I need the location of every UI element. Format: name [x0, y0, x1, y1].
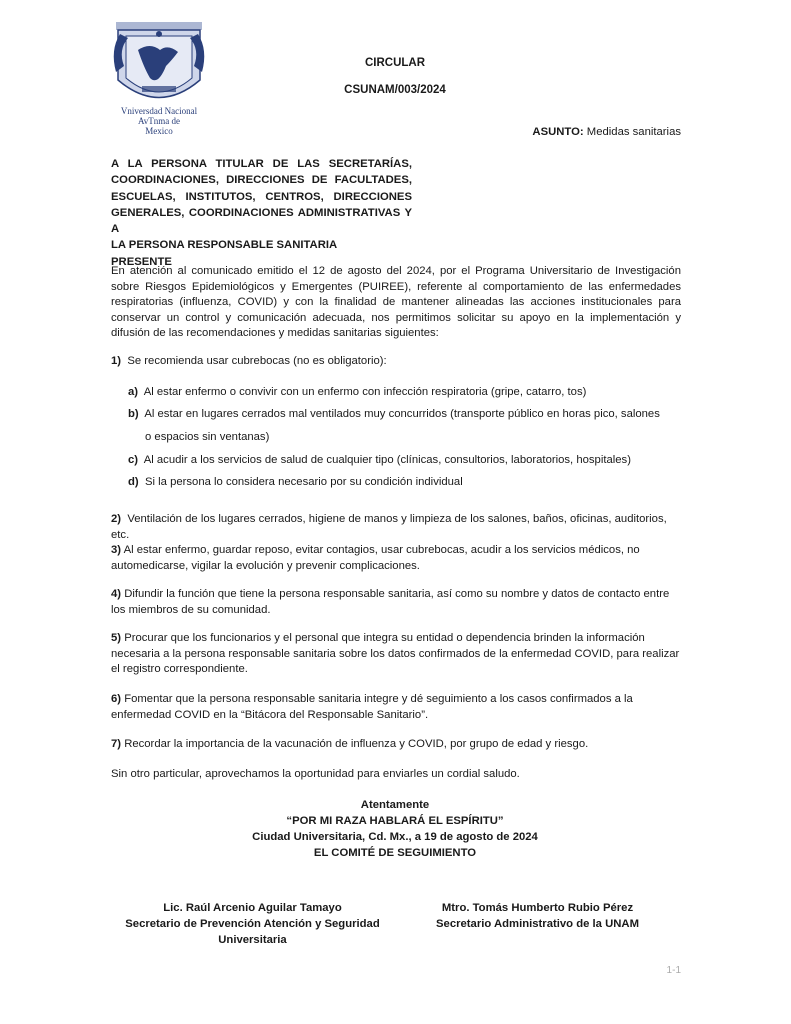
item-number: 5)	[111, 632, 122, 644]
signatory-title: Secretario Administrativo de la UNAM	[436, 918, 639, 930]
sub-item	[128, 475, 688, 491]
item-text: Se recomienda usar cubrebocas (no es obligatorio):	[127, 355, 387, 367]
list-item	[111, 543, 681, 574]
closing-motto: “POR MI RAZA HABLARÁ EL ESPÍRITU”	[286, 815, 504, 827]
closing-block	[180, 797, 610, 861]
item-text: Procurar que los funcionarios y el personal que integra su entidad o dependencia brinden la información necesaria a la persona responsable sanitaria sobre los datos confirmados de la enfermedad COVID, para realizar el registro correspondiente.	[111, 632, 680, 675]
item-number: 6)	[111, 693, 122, 705]
item-number: 1)	[111, 355, 122, 367]
item-number: 7)	[111, 738, 122, 750]
sub-item	[128, 385, 688, 401]
list-item	[111, 631, 681, 678]
addressee-block	[111, 156, 412, 270]
item-text: Difundir la función que tiene la persona responsable sanitaria, así como su nombre y datos de contacto entre los miembros de su comunidad.	[111, 588, 670, 616]
closing-committee: EL COMITÉ DE SEGUIMIENTO	[313, 847, 477, 859]
subject-line	[532, 126, 681, 138]
addressee-line: PRESENTE	[111, 255, 172, 268]
closing-place-date: Ciudad Universitaria, Cd. Mx., a 19 de agosto de 2024	[252, 831, 538, 843]
list-item	[111, 692, 681, 723]
page-number: 1-1	[666, 965, 681, 976]
sub-item-letter: c)	[128, 454, 139, 466]
item-text: Recordar la importancia de la vacunación de influenza y COVID, por grupo de edad y riesgo.	[124, 738, 589, 750]
addressee-line: LA PERSONA RESPONSABLE SANITARIA	[111, 239, 338, 252]
item-number: 2)	[111, 513, 122, 525]
closing-line: Atentamente	[360, 799, 430, 811]
sub-item-letter: b)	[128, 408, 139, 420]
item-text: Al estar enfermo, guardar reposo, evitar contagios, usar cubrebocas, acudir a los servicios médicos, no automedicarse, vigilar la evolución y prevenir complicaciones.	[111, 544, 640, 572]
sub-item-text: Si la persona lo considera necesario por su condición individual	[144, 476, 463, 488]
item-text: Fomentar que la persona responsable sanitaria integre y dé seguimiento a los casos confirmados a la enfermedad COVID en la “Bitácora del Responsable Sanitario”.	[111, 693, 633, 721]
item-text: Ventilación de los lugares cerrados, higiene de manos y limpieza de los salones, baños, oficinas, auditorios, etc.	[111, 513, 667, 541]
document-number: CSUNAM/003/2024	[344, 84, 446, 96]
farewell-text: Sin otro particular, aprovechamos la oportunidad para enviarles un cordial saludo.	[111, 768, 520, 780]
signature-block	[115, 900, 390, 948]
unam-coat-of-arms-icon	[108, 20, 210, 112]
document-type: CIRCULAR	[364, 57, 426, 69]
sub-item-letter: d)	[128, 476, 139, 488]
list-item	[111, 354, 681, 370]
list-item	[111, 587, 681, 618]
intro-paragraph: En atención al comunicado emitido el 12 de agosto del 2024, por el Programa Universitario de Investigación sobre Riesgos Epidemiológicos y Emergentes (PUIREE), referente al comportamiento de las enfermedades respiratorias (influenza, COVID) y con la finalidad de mantener alineadas las acciones institucionales para conservar un control y comunicación adecuada, nos permitimos solicitar su apoyo en la implementación y difusión de las recomendaciones y medidas sanitarias siguientes:	[111, 265, 681, 339]
list-item	[111, 512, 681, 543]
subject-label: ASUNTO:	[532, 126, 584, 138]
signatory-name: Lic. Raúl Arcenio Aguilar Tamayo	[163, 902, 342, 914]
logo-caption	[108, 106, 210, 136]
logo-caption-line: Vniversdad Nacional	[120, 106, 198, 116]
sub-item	[128, 453, 688, 469]
sub-item-text: Al acudir a los servicios de salud de cualquier tipo (clínicas, consultorios, laboratorios, hospitales)	[143, 454, 631, 466]
addressee-line: GENERALES, COORDINACIONES ADMINISTRATIVAS Y A	[111, 206, 412, 236]
logo-caption-line: AvTnma de	[137, 116, 181, 126]
logo-caption-line: Mexico	[145, 126, 173, 136]
signatory-name: Mtro. Tomás Humberto Rubio Pérez	[441, 902, 634, 914]
item-number: 3)	[111, 544, 122, 556]
item-number: 4)	[111, 588, 122, 600]
addressee-line: A LA PERSONA TITULAR DE LAS SECRETARÍAS,	[111, 158, 412, 170]
sub-item-continuation: o espacios sin ventanas)	[145, 431, 270, 443]
signature-block	[420, 900, 655, 932]
addressee-line: COORDINACIONES, DIRECCIONES DE FACULTADES,	[111, 174, 412, 187]
subject-value: Medidas sanitarias	[583, 126, 681, 138]
sub-item	[128, 407, 688, 423]
sub-item-letter: a)	[128, 386, 139, 398]
signatory-title: Secretario de Prevención Atención y Seguridad Universitaria	[125, 918, 380, 946]
sub-item-text: Al estar en lugares cerrados mal ventilados muy concurridos (transporte público en horas pico, salones	[144, 408, 660, 420]
sub-item-text: Al estar enfermo o convivir con un enfermo con infección respiratoria (gripe, catarro, tos)	[143, 386, 587, 398]
list-item	[111, 737, 681, 753]
addressee-line: ESCUELAS, INSTITUTOS, CENTROS, DIRECCIONES	[111, 190, 412, 203]
